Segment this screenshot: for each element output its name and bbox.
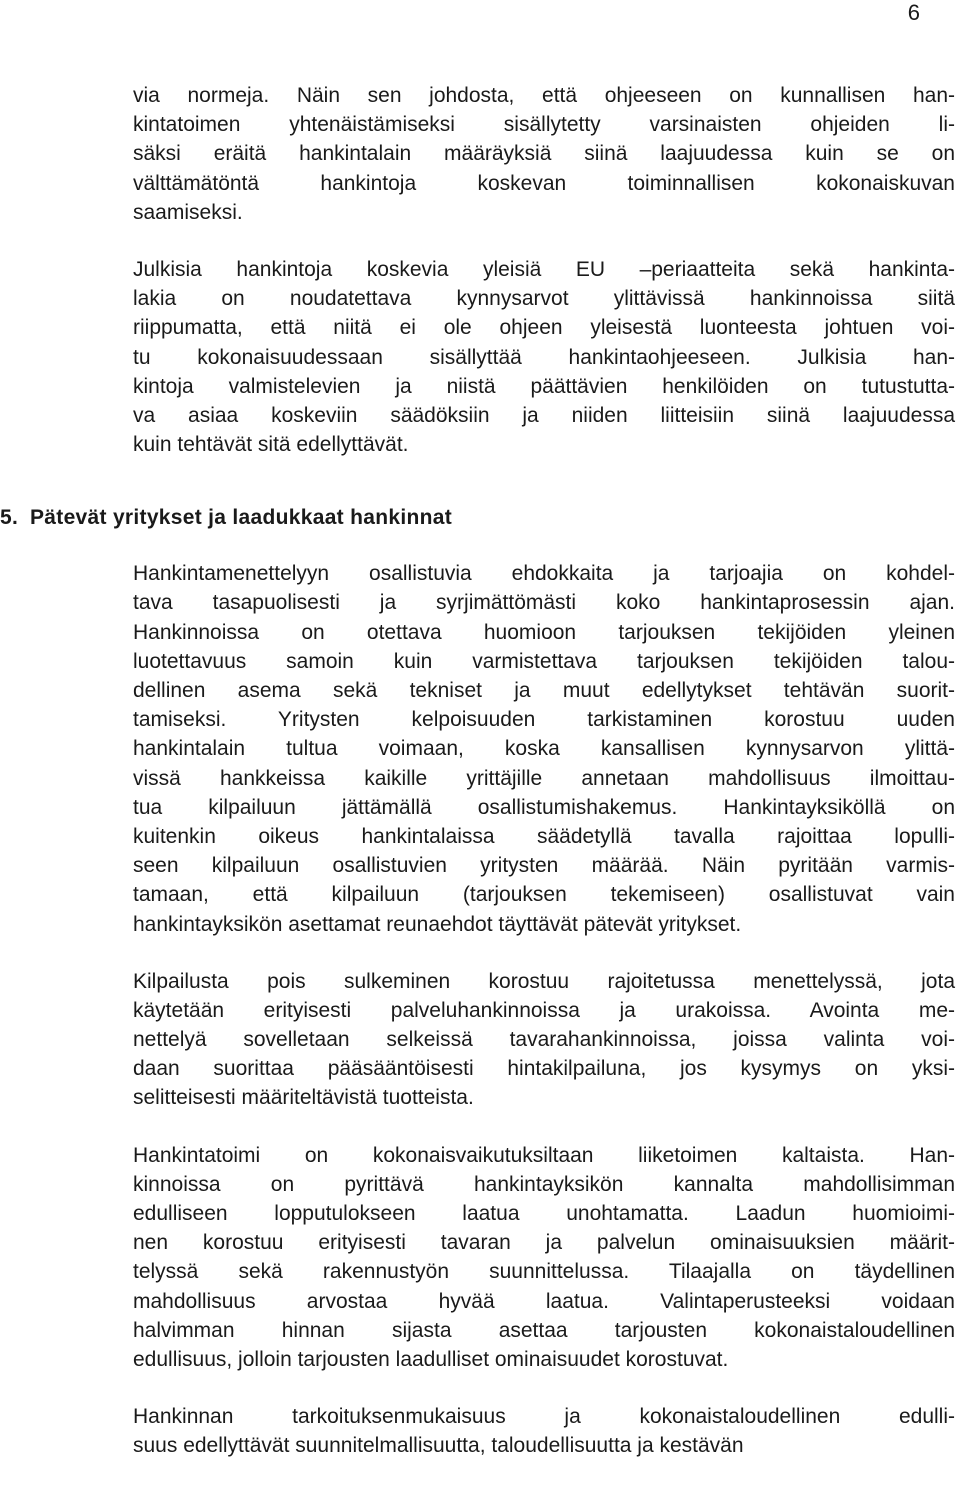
- text-line: tava tasapuolisesti ja syrjimättömästi koko hankintaprosessin ajan.: [133, 591, 955, 615]
- text-line: Hankinnan tarkoituksenmukaisuus ja kokonaistaloudellinen edulli-: [133, 1405, 955, 1429]
- text-line: vissä hankkeissa kaikille yrittäjille annetaan mahdollisuus ilmoittau-: [133, 766, 955, 790]
- text-line: edulliseen lopputulokseen laatua unohtamatta. Laadun huomioimi-: [133, 1202, 955, 1225]
- text-line: välttämätöntä hankintoja koskevan toiminnallisen kokonaiskuvan: [133, 171, 955, 195]
- paragraph-expediency: [133, 1402, 955, 1460]
- paragraph-eu-principles: [133, 255, 955, 459]
- paragraph-quality: [133, 1141, 955, 1375]
- text-line: via normeja. Näin sen johdosta, että ohjeeseen on kunnallisen han-: [133, 84, 955, 107]
- text-line: nen korostuu erityisesti tavaran ja palvelun ominaisuuksien määrit-: [133, 1231, 955, 1255]
- text-line: Hankinnoissa on otettava huomioon tarjouksen tekijöiden yleinen: [133, 620, 955, 644]
- text-line: tu kokonaisuudessaan sisällyttää hankintaohjeeseen. Julkisia han-: [133, 345, 955, 369]
- text-line: hankintalain tultua voimaan, koska kansallisen kynnysarvon ylittä-: [133, 737, 955, 761]
- document-body: [0, 81, 955, 1489]
- text-line: edullisuus, jolloin tarjousten laadulliset ominaisuudet korostuvat.: [133, 1347, 729, 1371]
- text-line: telyssä sekä rakennustyön suunnittelussa. Tilaajalla on täydellinen: [133, 1260, 955, 1284]
- text-line: Julkisia hankintoja koskevia yleisiä EU –periaatteita sekä hankinta-: [133, 257, 955, 281]
- text-line: tua kilpailuun jättämällä osallistumishakemus. Hankintayksiköllä on: [133, 795, 955, 819]
- text-line: kintoja valmistelevien ja niistä päättävien henkilöiden on tutustutta-: [133, 374, 955, 398]
- text-line: halvimman hinnan sijasta asettaa tarjousten kokonaistaloudellinen: [133, 1318, 955, 1342]
- text-line: saamiseksi.: [133, 200, 243, 224]
- section-title: Pätevät yritykset ja laadukkaat hankinnat: [30, 506, 452, 530]
- paragraph-qualified-suppliers: [133, 559, 955, 938]
- page-number: 6: [907, 0, 920, 25]
- text-line: va asiaa koskeviin säädöksiin ja niiden liitteisiin siinä laajuudessa: [133, 403, 955, 427]
- section-heading: [0, 503, 955, 532]
- text-line: kuin tehtävät sitä edellyttävät.: [133, 433, 409, 457]
- text-line: kinnoissa on pyrittävä hankintayksikön kannalta mahdollisimman: [133, 1172, 955, 1196]
- text-line: daan suorittaa pääsääntöisesti hintakilpailuna, jos kysymys on yksi-: [133, 1057, 955, 1081]
- text-line: säksi eräitä hankintalain määräyksiä siinä laajuudessa kuin se on: [133, 142, 955, 166]
- text-line: lakia on noudatettava kynnysarvot ylittävissä hankinnoissa siitä: [133, 287, 955, 311]
- section-number: 5.: [0, 506, 19, 530]
- text-line: tamiseksi. Yritysten kelpoisuuden tarkistaminen korostuu uuden: [133, 708, 955, 732]
- text-line: käytetään erityisesti palveluhankinnoissa ja urakoissa. Avointa me-: [133, 998, 955, 1022]
- text-line: selitteisesti määriteltävistä tuotteista.: [133, 1086, 474, 1110]
- text-line: tamaan, että kilpailuun (tarjouksen tekemiseen) osallistuvat vain: [133, 883, 955, 907]
- text-line: Hankintatoimi on kokonaisvaikutuksiltaan liiketoimen kaltaista. Han-: [133, 1143, 955, 1167]
- text-line: hankintayksikön asettamat reunaehdot täyttävät pätevät yritykset.: [133, 912, 742, 936]
- text-line: kuitenkin oikeus hankintalaissa säädetyllä tavalla rajoittaa lopulli-: [133, 824, 955, 848]
- paragraph-exclusion: [133, 967, 955, 1113]
- text-line: Hankintamenettelyyn osallistuvia ehdokkaita ja tarjoajia on kohdel-: [133, 562, 955, 586]
- text-line: riippumatta, että niitä ei ole ohjeen yleisestä luonteesta johtuen voi-: [133, 316, 955, 340]
- text-line: dellinen asema sekä tekniset ja muut edellytykset tehtävän suorit-: [133, 679, 955, 702]
- text-line: nettelyä sovelletaan selkeissä tavarahankinnoissa, joissa valinta voi-: [133, 1028, 955, 1052]
- text-line: mahdollisuus arvostaa hyvää laatua. Valintaperusteeksi voidaan: [133, 1289, 955, 1313]
- paragraph-intro: [133, 81, 955, 227]
- text-line: suus edellyttävät suunnitelmallisuutta, taloudellisuutta ja kestävän: [133, 1434, 744, 1458]
- text-line: luotettavuus samoin kuin varmistettava tarjouksen tekijöiden talou-: [133, 649, 955, 673]
- text-line: Kilpailusta pois sulkeminen korostuu rajoitetussa menettelyssä, jota: [133, 969, 955, 993]
- text-line: kintatoimen yhtenäistämiseksi sisällytetty varsinaisten ohjeiden li-: [133, 113, 955, 137]
- text-line: seen kilpailuun osallistuvien yritysten määrää. Näin pyritään varmis-: [133, 854, 955, 878]
